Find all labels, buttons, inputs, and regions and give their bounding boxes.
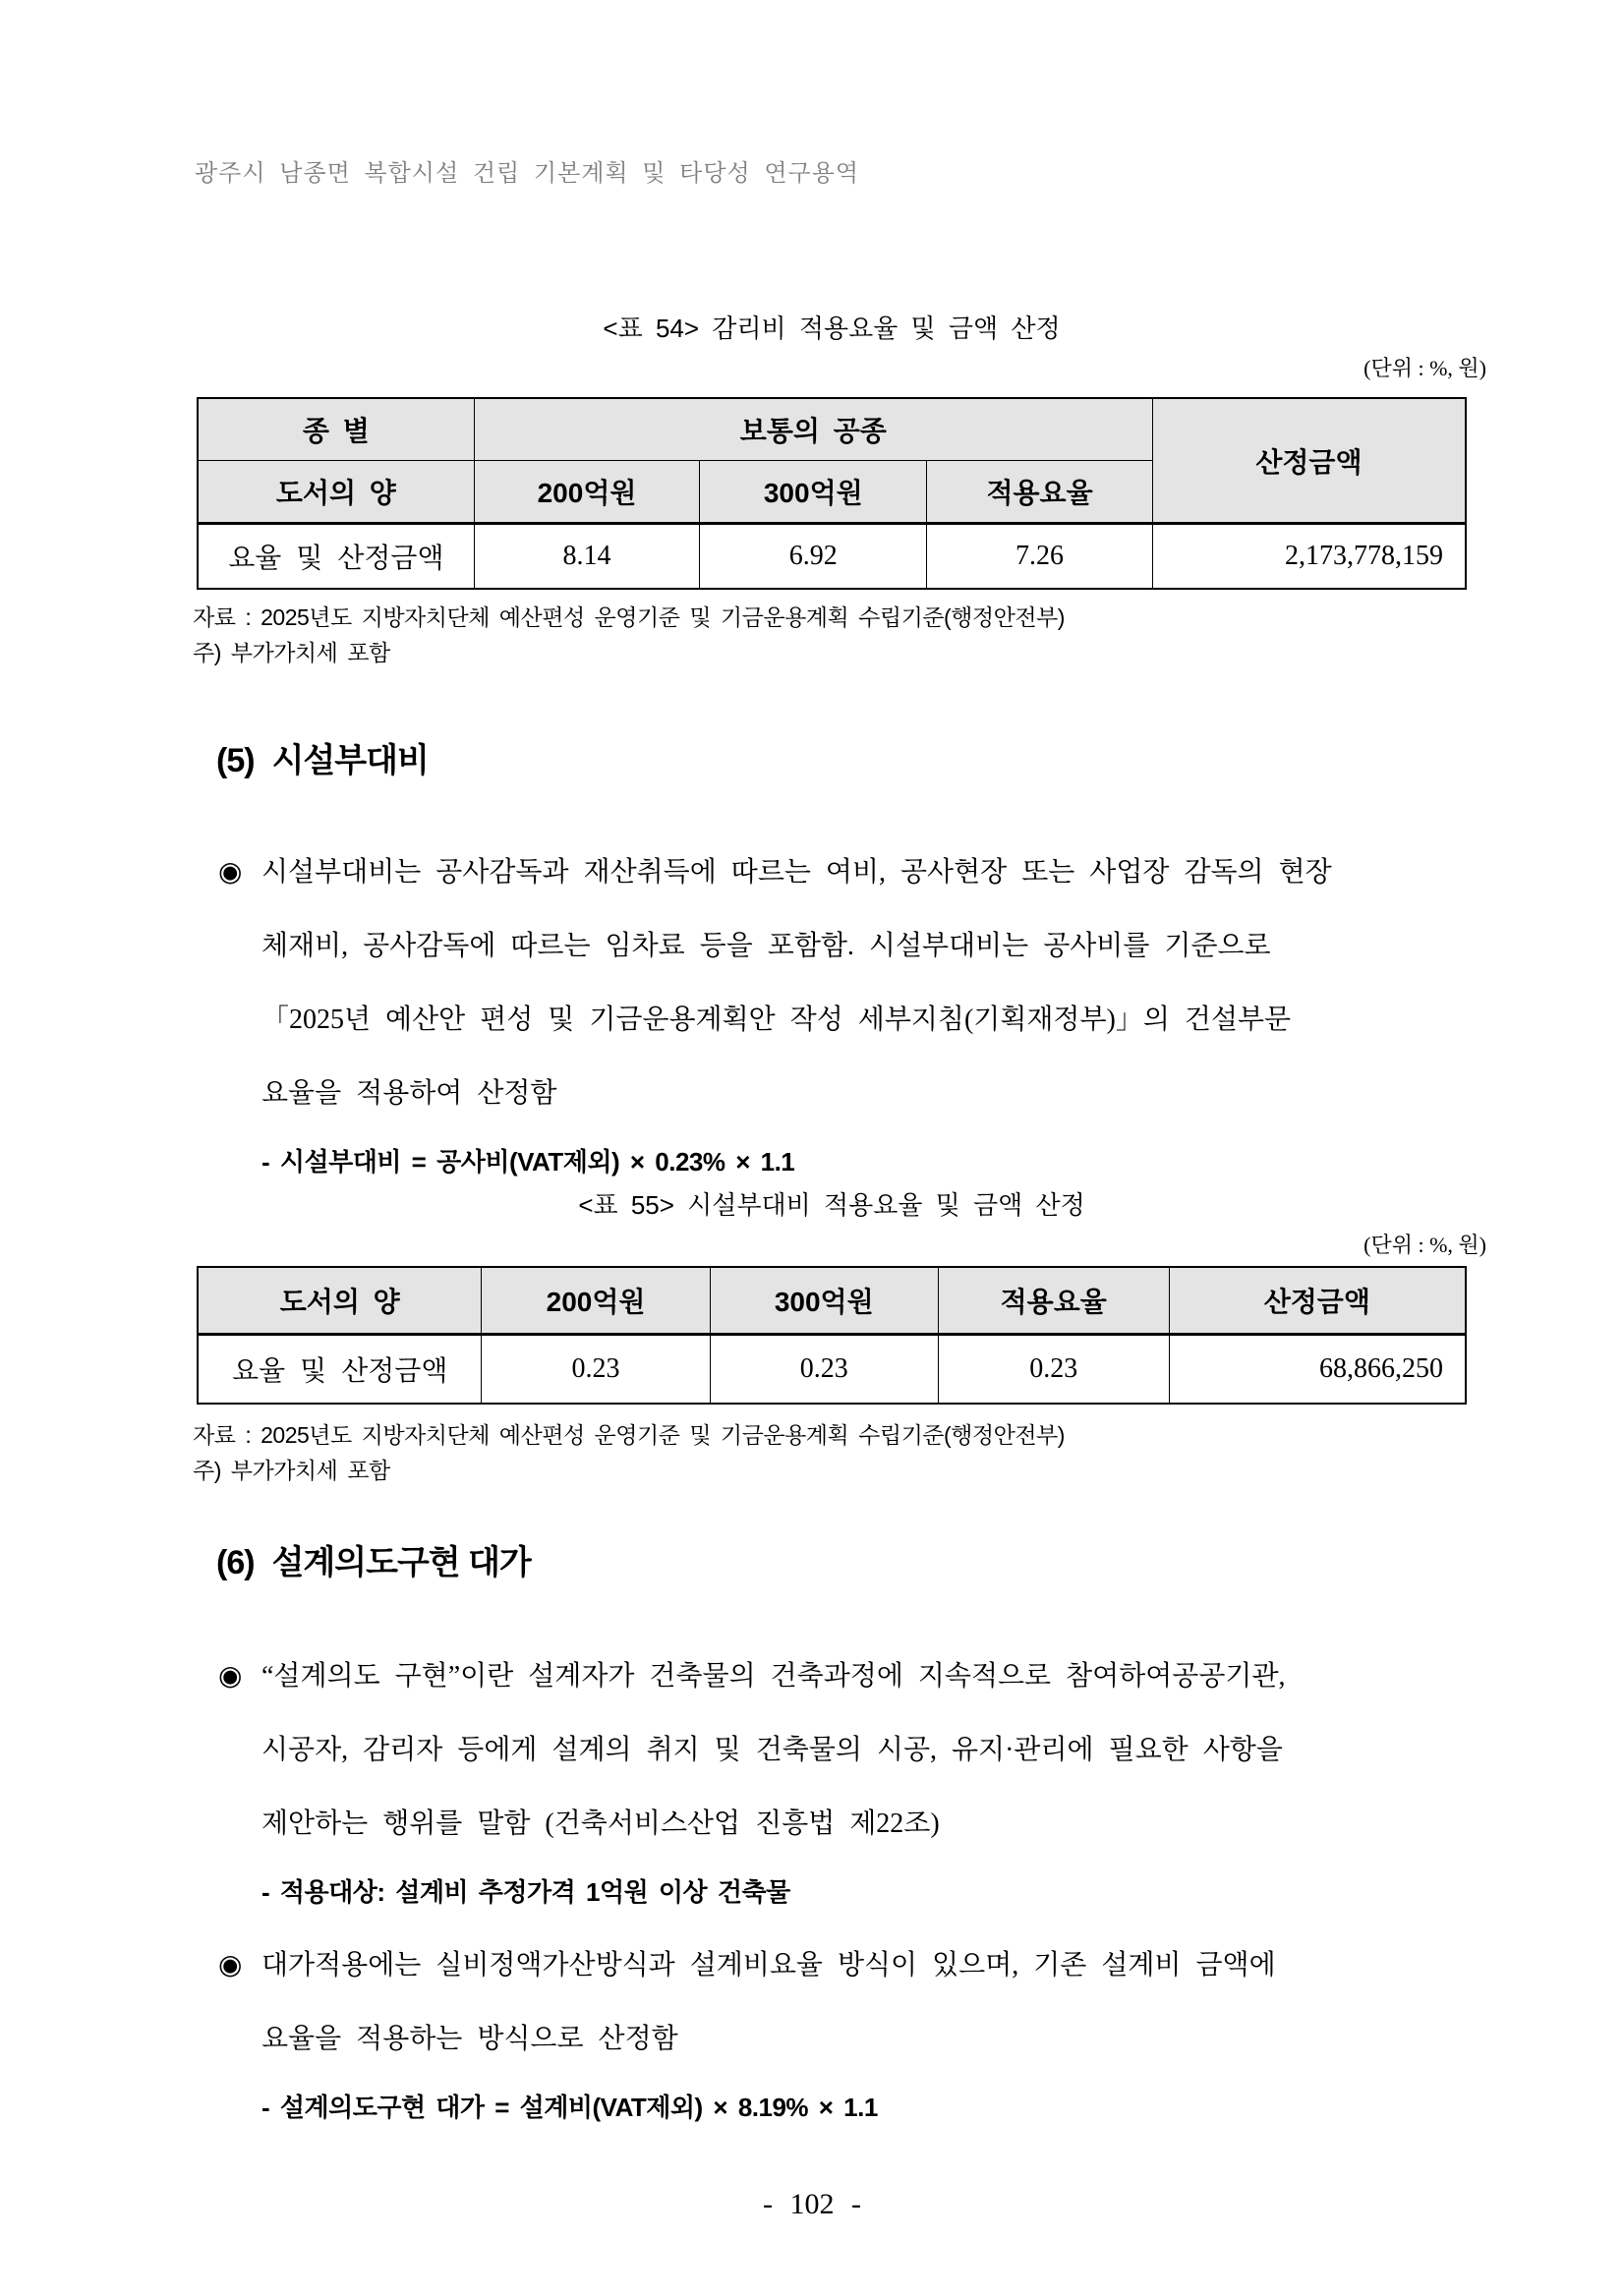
table-54-header-group: 보통의 공종 — [474, 398, 1152, 461]
table-55-value-300: 0.23 — [710, 1335, 938, 1405]
table-55-header-cell: 도서의 양 — [198, 1267, 482, 1335]
table-row — [198, 1335, 1466, 1405]
table-55-header-cell: 적용요율 — [938, 1267, 1169, 1335]
section-5-title: 시설부대비 — [271, 742, 429, 779]
paragraph-line: 시설부대비는 공사감독과 재산취득에 따르는 여비, 공사현장 또는 사업장 감독의 현장 — [261, 857, 1332, 888]
bullet-icon: ◉ — [218, 857, 243, 888]
table-55-value-rate: 0.23 — [938, 1335, 1169, 1405]
paragraph-line: “설계의도 구현”이란 설계자가 건축물의 건축과정에 지속적으로 참여하여공공기관, — [261, 1661, 1286, 1692]
section-5-heading — [216, 733, 429, 781]
section-6-paragraph-1 — [218, 1639, 1496, 1923]
paragraph-line: 「2025년 예산안 편성 및 기금운용계획안 작성 세부지침(기획재정부)」의 건설부문 — [261, 1004, 1292, 1035]
bullet-icon: ◉ — [218, 1661, 243, 1692]
paragraph-line: 요율을 적용하여 산정함 — [261, 1078, 557, 1109]
section-6-formula: - 설계의도구현 대가 = 설계비(VAT제외) × 8.19% × 1.1 — [261, 2093, 878, 2122]
table-54-header-cell: 도서의 양 — [198, 461, 474, 524]
section-6-scope-note: - 적용대상: 설계비 추정가격 1억원 이상 건축물 — [261, 1877, 790, 1907]
table-row — [198, 524, 1466, 590]
table-54-vat-note: 주) 부가가치세 포함 — [193, 640, 390, 665]
table-54-header-cell: 200억원 — [474, 461, 700, 524]
section-5-formula: - 시설부대비 = 공사비(VAT제외) × 0.23% × 1.1 — [261, 1147, 795, 1177]
table-54-header-cell: 적용요율 — [927, 461, 1153, 524]
table-54-value-300: 6.92 — [700, 524, 927, 590]
table-54-caption: <표 54> 감리비 적용요율 및 금액 산정 — [603, 314, 1061, 343]
table-54-header-amount: 산정금액 — [1152, 398, 1466, 524]
table-55-vat-note: 주) 부가가치세 포함 — [193, 1458, 390, 1483]
table-54-source-note: 자료 : 2025년도 지방자치단체 예산편성 운영기준 및 기금운용계획 수립기준(행정안전부) — [193, 604, 1065, 630]
table-54-unit-note: (단위 : %, 원) — [1363, 356, 1486, 380]
table-55-caption: <표 55> 시설부대비 적용요율 및 금액 산정 — [578, 1190, 1085, 1220]
section-6-number: (6) — [216, 1544, 255, 1581]
table-55 — [197, 1266, 1467, 1405]
paragraph-line: 체재비, 공사감독에 따르는 임차료 등을 포함함. 시설부대비는 공사비를 기준으로 — [261, 931, 1271, 961]
table-54-value-amount: 2,173,778,159 — [1152, 524, 1466, 590]
table-54-header-category: 종 별 — [198, 398, 474, 461]
table-54-value-rate: 7.26 — [927, 524, 1153, 590]
section-6-title: 설계의도구현 대가 — [271, 1544, 531, 1581]
table-55-source-note: 자료 : 2025년도 지방자치단체 예산편성 운영기준 및 기금운용계획 수립기준(행정안전부) — [193, 1422, 1065, 1448]
paragraph-line: 제안하는 행위를 말함 (건축서비스산업 진흥법 제22조) — [261, 1808, 940, 1839]
table-55-row-label: 요율 및 산정금액 — [198, 1335, 482, 1405]
section-6-paragraph-2 — [218, 1928, 1496, 2139]
table-55-header-cell: 산정금액 — [1169, 1267, 1466, 1335]
running-head: 광주시 남종면 복합시설 건립 기본계획 및 타당성 연구용역 — [195, 160, 860, 187]
paragraph-line: 시공자, 감리자 등에게 설계의 취지 및 건축물의 시공, 유지·관리에 필요한 사항을 — [261, 1735, 1283, 1765]
paragraph-line: 요율을 적용하는 방식으로 산정함 — [261, 2024, 678, 2054]
table-55-header-cell: 300억원 — [710, 1267, 938, 1335]
table-55-value-amount: 68,866,250 — [1169, 1335, 1466, 1405]
page-number: - 102 - — [763, 2188, 861, 2220]
table-55-header-cell: 200억원 — [482, 1267, 710, 1335]
table-55-value-200: 0.23 — [482, 1335, 710, 1405]
section-5-paragraph — [218, 835, 1496, 1193]
paragraph-line: 대가적용에는 실비정액가산방식과 설계비요율 방식이 있으며, 기존 설계비 금액에 — [261, 1950, 1276, 1980]
table-55-unit-note: (단위 : %, 원) — [1363, 1233, 1486, 1257]
table-54 — [197, 397, 1467, 590]
table-54-row-label: 요율 및 산정금액 — [198, 524, 474, 590]
section-5-number: (5) — [216, 742, 255, 779]
table-54-value-200: 8.14 — [474, 524, 700, 590]
section-6-heading — [216, 1535, 531, 1583]
bullet-icon: ◉ — [218, 1950, 243, 1980]
table-54-header-cell: 300억원 — [700, 461, 927, 524]
